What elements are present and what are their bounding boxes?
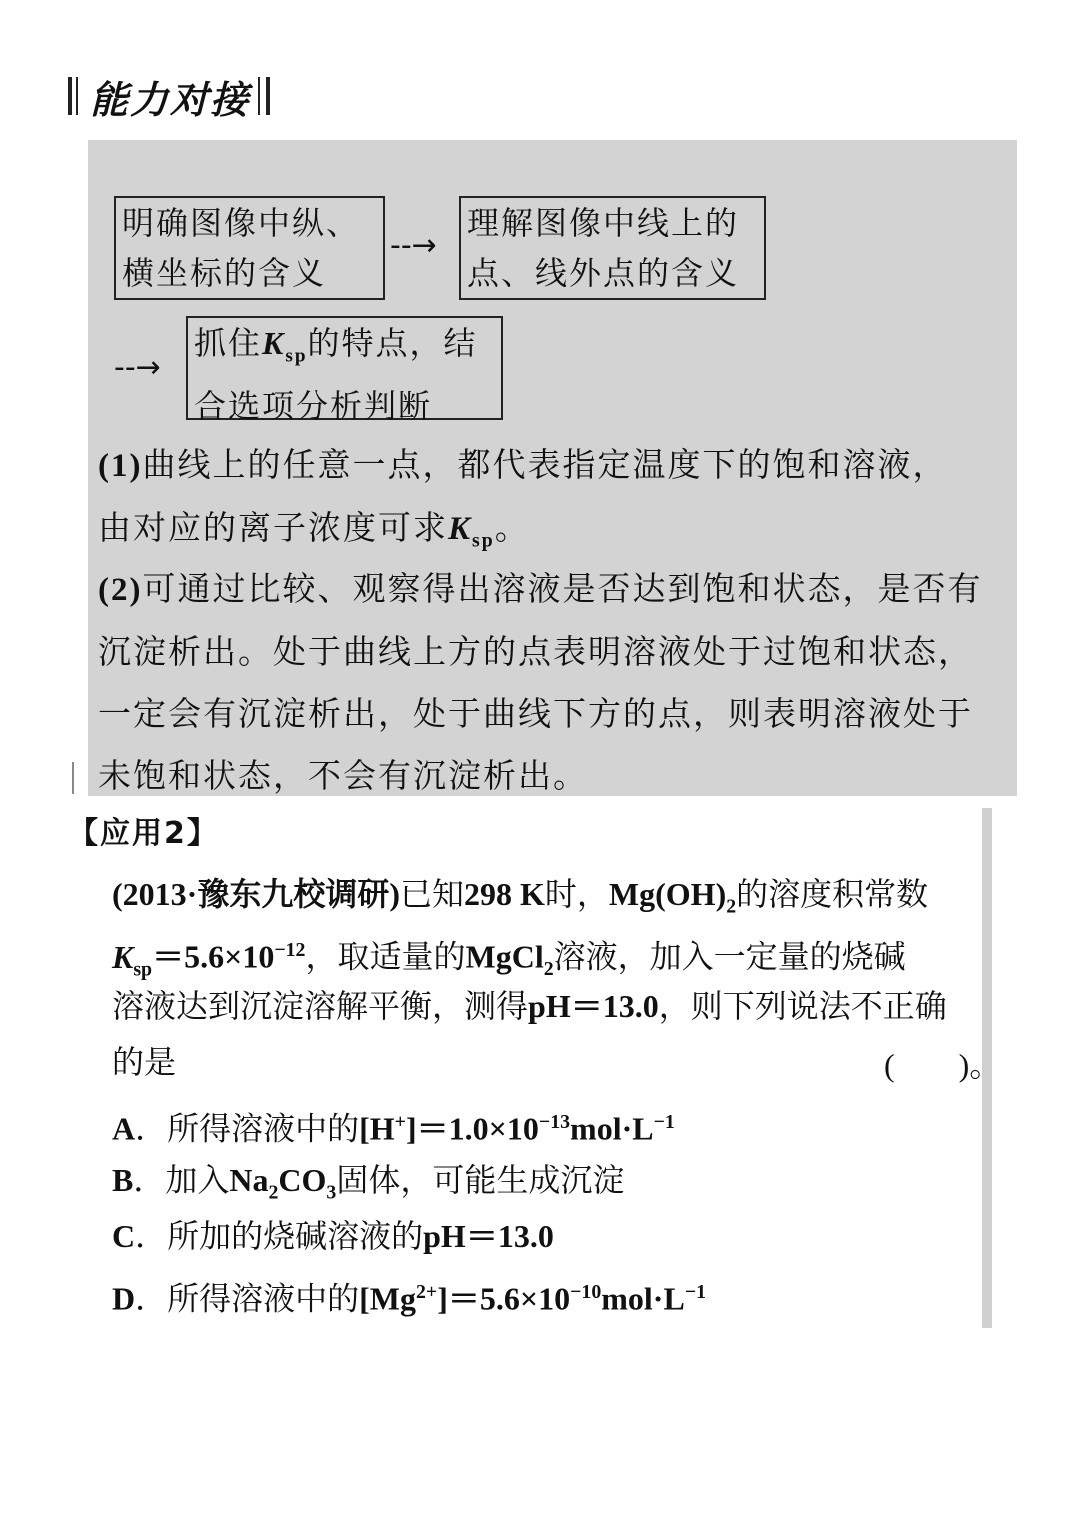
option-a-val2: ]＝1.0×10 <box>405 1110 539 1147</box>
option-a-sup2: −13 <box>538 1111 571 1133</box>
option-b-text2: 固体，可能生成沉淀 <box>336 1162 625 1198</box>
option-d-sup1: 2+ <box>415 1281 438 1303</box>
option-c[interactable] <box>112 1208 554 1264</box>
ksp-symbol <box>448 511 495 552</box>
question-source: (2013·豫东九校调研) <box>112 876 400 912</box>
header-bar-right-thin <box>258 77 260 115</box>
option-b-text: ．加入 <box>133 1162 230 1198</box>
flow-box-ksp-pre: 抓住 <box>194 324 263 362</box>
ksp-sub: sp <box>133 958 153 981</box>
question-text-c: 的溶度积常数 <box>736 876 929 912</box>
ksp-exponent: −12 <box>274 939 306 961</box>
flow-box-points-line1: 理解图像中线上的 <box>467 204 740 242</box>
flow-box-axes-line1: 明确图像中纵、 <box>122 204 361 242</box>
option-a[interactable] <box>112 1094 675 1157</box>
ksp-k: K <box>262 325 286 361</box>
point-1-text-b: 由对应的离子浓度可求 <box>98 508 448 547</box>
option-b-letter: B <box>112 1162 134 1198</box>
ksp-symbol <box>262 325 308 367</box>
header-bar-left <box>68 77 72 115</box>
ksp-sub: sp <box>472 529 495 552</box>
option-d-text: ．所得溶液中的 <box>135 1280 360 1317</box>
question-temperature: 298 K <box>464 876 545 912</box>
flow-box-ksp-line1 <box>194 318 495 381</box>
option-d[interactable] <box>112 1264 706 1327</box>
question-text-f: 溶液达到沉淀溶解平衡，测得 <box>112 988 529 1024</box>
ksp-symbol <box>112 938 153 981</box>
flow-box-points-line2: 点、线外点的含义 <box>467 254 740 292</box>
header-bar-left-thin <box>76 77 78 115</box>
option-b-sub2: 3 <box>326 1181 337 1204</box>
question-text-g: ，则下列说法不正确 <box>658 988 947 1024</box>
question-line-4 <box>112 1034 1012 1090</box>
ksp-k: K <box>112 938 134 975</box>
formula-mgoh-sub: 2 <box>726 895 737 918</box>
option-d-val2: ]＝5.6×10 <box>437 1280 571 1317</box>
point-1-end: 。 <box>494 508 530 547</box>
point-1-text-a: 曲线上的任意一点，都代表指定温度下的饱和溶液， <box>142 445 948 484</box>
option-c-val: pH＝13.0 <box>423 1218 554 1254</box>
option-d-sup2: −10 <box>570 1281 602 1303</box>
option-b-na: Na <box>229 1162 269 1198</box>
option-a-sup1: + <box>394 1111 406 1133</box>
point-2-number: (2) <box>98 572 143 608</box>
formula-mgoh: Mg(OH) <box>608 876 727 912</box>
option-b-co: CO <box>278 1162 327 1198</box>
point-2 <box>98 558 1003 807</box>
option-d-letter: D <box>112 1280 136 1317</box>
flow-box-ksp-post: 的特点，结 <box>307 324 478 362</box>
option-c-letter: C <box>112 1218 136 1254</box>
option-a-letter: A <box>112 1110 136 1147</box>
ksp-sub: sp <box>285 345 308 367</box>
option-d-unit: mol·L <box>601 1280 685 1317</box>
flow-box-points <box>459 196 766 300</box>
question-text-e: 溶液，加入一定量的烧碱 <box>553 938 906 975</box>
formula-mgcl-sub: 2 <box>543 958 554 981</box>
answer-blank[interactable]: ( )。 <box>884 1047 1002 1083</box>
flow-box-axes <box>114 196 385 300</box>
flow-arrow-1: --→ <box>390 228 437 263</box>
point-1 <box>98 434 1003 572</box>
question-text-a: 已知 <box>400 876 465 912</box>
apply-label: 【应用2】 <box>68 816 219 851</box>
option-d-val: [Mg <box>359 1280 416 1317</box>
ksp-k: K <box>448 511 473 547</box>
question-ph: pH＝13.0 <box>528 988 659 1024</box>
question-text-d: ，取适量的 <box>305 938 466 975</box>
flow-arrow-2: --→ <box>114 350 161 385</box>
formula-mgcl: MgCl <box>465 938 544 975</box>
question-text-h: 的是 <box>112 1044 177 1080</box>
flow-box-ksp <box>186 316 503 426</box>
option-c-text: ．所加的烧碱溶液的 <box>135 1218 424 1254</box>
ksp-value: ＝5.6×10 <box>152 938 275 975</box>
option-b-sub1: 2 <box>268 1181 279 1204</box>
option-a-val: [H <box>359 1110 395 1147</box>
flow-box-ksp-line2: 合选项分析判断 <box>194 387 433 426</box>
option-a-unit: mol·L <box>570 1110 654 1147</box>
header-bar-right <box>266 77 270 115</box>
margin-tick <box>72 762 74 794</box>
point-1-number: (1) <box>98 448 143 484</box>
option-a-text: ．所得溶液中的 <box>135 1110 360 1147</box>
flow-box-axes-line2: 横坐标的含义 <box>122 254 327 292</box>
option-d-sup3: −1 <box>684 1281 707 1303</box>
section-header <box>68 72 274 120</box>
point-2-text: 可通过比较、观察得出溶液是否达到饱和状态，是否有沉淀析出。处于曲线上方的点表明溶液处于过饱和状态，一定会有沉淀析出，处于曲线下方的点，则表明溶液处于未饱和状态，不会有沉淀析出。 <box>98 569 983 795</box>
option-a-sup3: −1 <box>653 1111 675 1133</box>
section-title: 能力对接 <box>90 77 251 122</box>
question-text-b: 时， <box>544 876 609 912</box>
question-line-3 <box>112 978 1012 1034</box>
